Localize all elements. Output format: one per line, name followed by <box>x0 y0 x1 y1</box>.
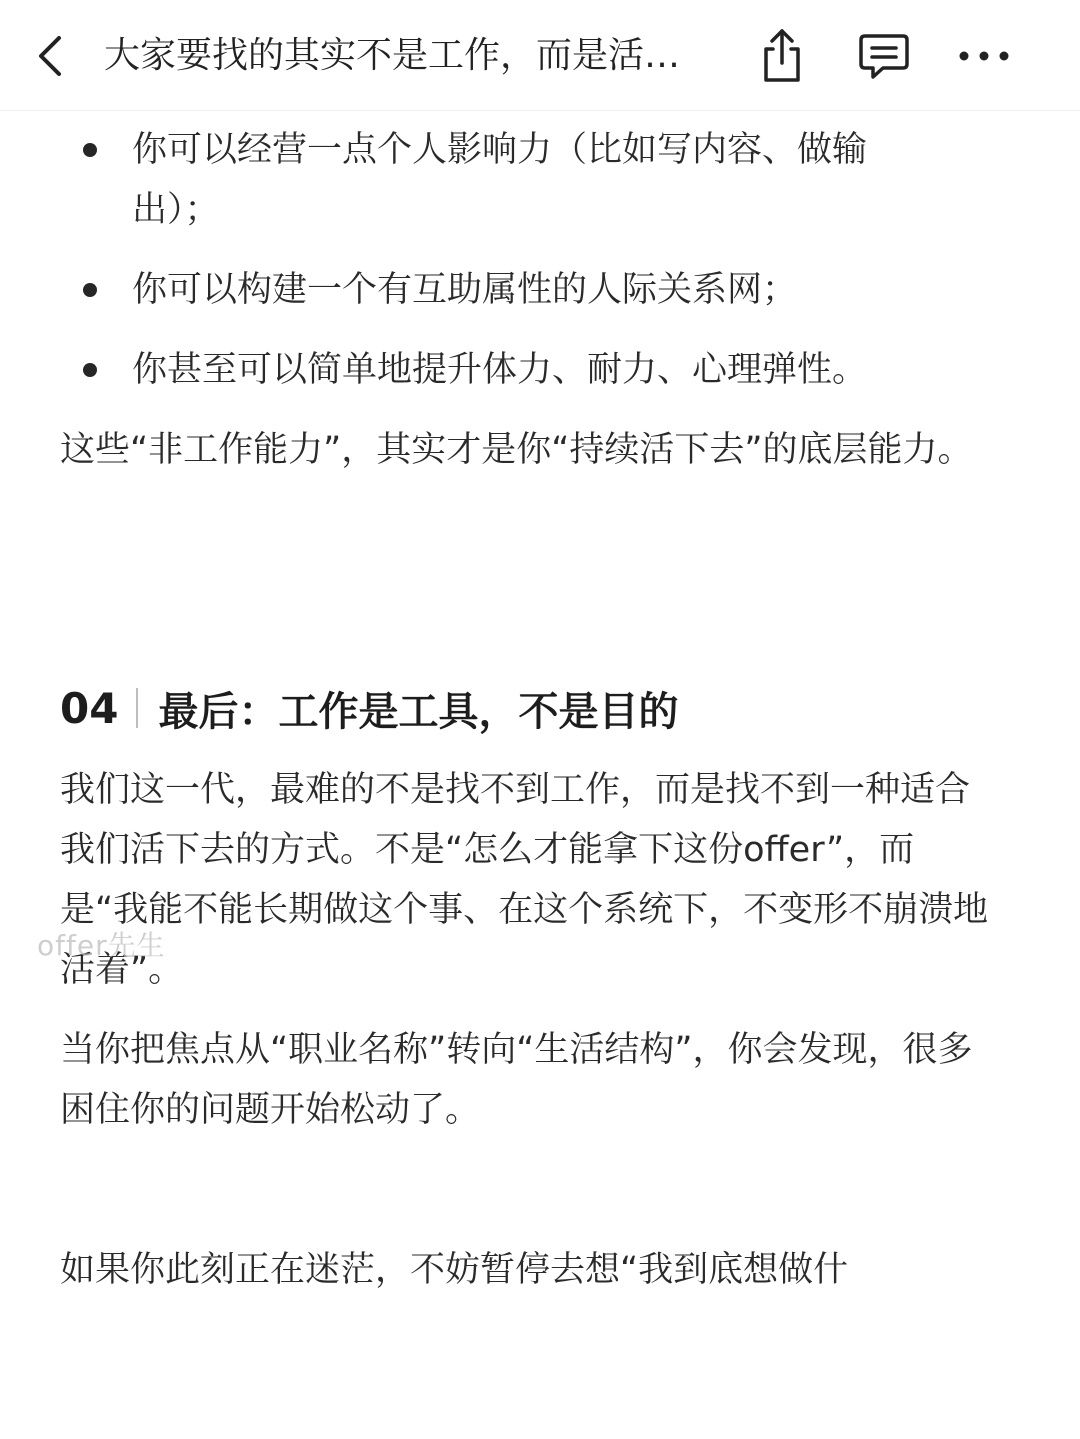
top-bar <box>0 0 1080 111</box>
back-button[interactable] <box>28 30 72 82</box>
section-number: 04 <box>60 683 119 733</box>
body-paragraph: 我们这一代，最难的不是找不到工作，而是找不到一种适合我们活下去的方式。不是“怎么才能拿下这份offer”，而是“我能不能长期做这个事、在这个系统下，不变形不崩溃地活着”。 <box>60 770 989 990</box>
section-title: 最后：工作是工具，不是目的 <box>158 688 679 735</box>
share-icon <box>757 27 807 85</box>
heading-divider <box>136 688 138 728</box>
comment-icon <box>857 29 911 83</box>
list-item-text: 你可以经营一点个人影响力（比如写内容、做输出）； <box>132 130 868 230</box>
bullet-dot <box>83 143 97 157</box>
bullet-dot <box>83 363 97 377</box>
more-icon <box>954 46 1014 66</box>
watermark: offer先生 <box>37 929 166 962</box>
share-button[interactable] <box>750 24 814 88</box>
more-button[interactable] <box>952 24 1016 88</box>
list-item-text: 你甚至可以简单地提升体力、耐力、心理弹性。 <box>132 350 868 390</box>
article-body <box>0 110 1080 1439</box>
bullet-dot <box>83 283 97 297</box>
comment-button[interactable] <box>852 24 916 88</box>
body-paragraph: 如果你此刻正在迷茫，不妨暂停去想“我到底想做什 <box>60 1250 849 1290</box>
chevron-left-icon <box>35 34 65 78</box>
section-heading <box>60 678 678 738</box>
article-title: 大家要找的其实不是工作，而是活… <box>104 35 681 76</box>
body-paragraph: 当你把焦点从“职业名称”转向“生活结构”，你会发现，很多困住你的问题开始松动了。 <box>60 1030 973 1130</box>
summary-paragraph: 这些“非工作能力”，其实才是你“持续活下去”的底层能力。 <box>60 430 973 470</box>
list-item-text: 你可以构建一个有互助属性的人际关系网； <box>132 270 798 310</box>
